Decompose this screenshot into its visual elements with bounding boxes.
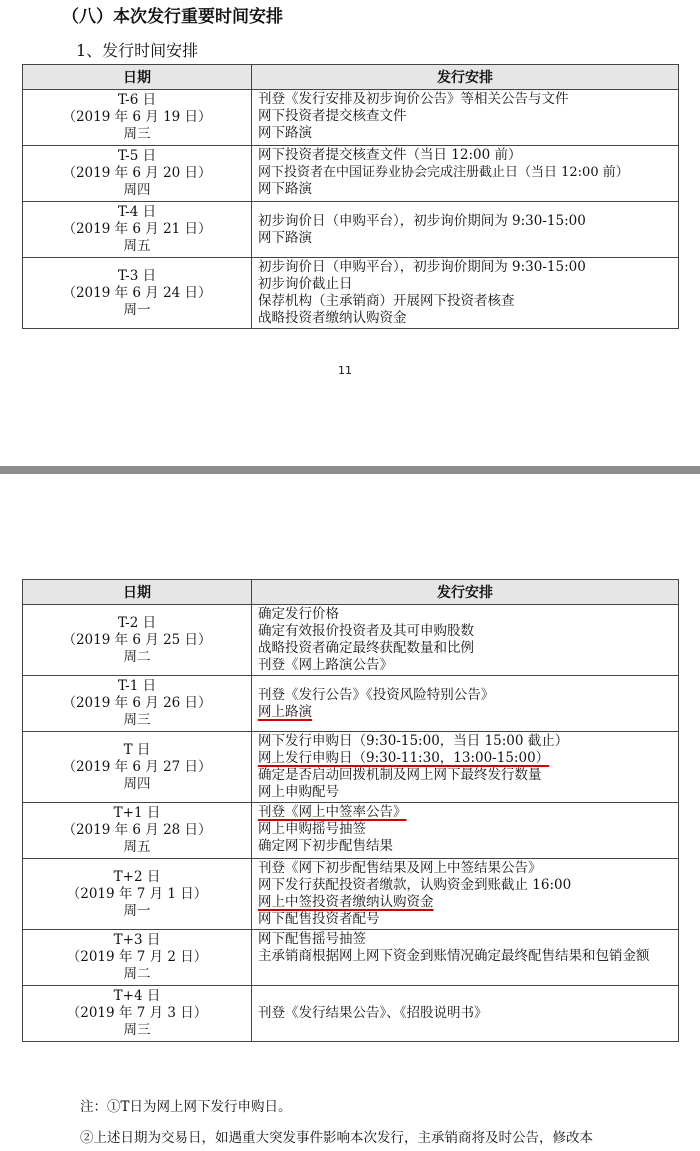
calendar-date: （2019 年 6 月 26 日） [62,695,212,711]
arrangement-item [258,804,678,821]
schedule-table-part-1 [22,64,679,329]
weekday: 周二 [123,648,151,665]
arrangement-cell [252,930,679,986]
arrangement-item: 网下路演 [258,125,312,141]
arrangement-item: 确定网下初步配售结果 [258,838,393,854]
arrangement-item: 刊登《发行安排及初步询价公告》等相关公告与文件 [258,91,569,107]
arrangement-item: 确定有效报价投资者及其可申购股数 [258,623,474,639]
arrangement-item: 网上申购配号 [258,784,339,800]
arrangement-item: 网下配售投资者配号 [258,911,380,927]
arrangement-cell [252,202,679,258]
table-header-row [23,65,679,90]
table-row [23,803,679,859]
header-arrangement: 发行安排 [252,65,679,90]
arrangement-item: 网下投资者在中国证券业协会完成注册截止日（当日 12:00 前） [258,165,629,180]
arrangement-item [258,750,678,767]
date-cell [23,986,252,1042]
calendar-date: （2019 年 6 月 19 日） [62,109,212,125]
arrangement-item: 刊登《网下初步配售结果及网上中签结果公告》 [258,860,542,876]
calendar-date: （2019 年 7 月 1 日） [66,885,208,902]
weekday: 周一 [123,301,151,318]
arrangement-item: 确定是否启动回拨机制及网上网下最终发行数量 [258,767,542,783]
arrangement-item: 初步询价日（申购平台），初步询价期间为 9:30-15:00 [258,259,586,275]
table-header-row [23,580,679,605]
date-cell [23,930,252,986]
calendar-date: （2019 年 6 月 20 日） [62,165,212,181]
arrangement-item: 刊登《网上路演公告》 [258,657,393,673]
arrangement-cell [252,258,679,329]
calendar-date: （2019 年 6 月 24 日） [62,284,212,301]
weekday: 周一 [123,902,151,919]
trade-day: T+3 日 [113,932,161,948]
table-row [23,258,679,329]
note-line: 注：①T日为网上网下发行申购日。 [80,1099,292,1115]
arrangement-cell [252,803,679,859]
page-number: 11 [338,364,352,377]
calendar-date: （2019 年 6 月 28 日） [62,822,212,838]
trade-day: T 日 [123,741,151,758]
arrangement-cell [252,732,679,803]
weekday: 周四 [123,182,151,198]
arrangement-item: 初步询价日（申购平台），初步询价期间为 9:30-15:00 [258,212,586,229]
arrangement-item: 网下投资者提交核查文件（当日 12:00 前） [258,147,522,163]
page-separator [0,466,700,474]
arrangement-cell [252,146,679,202]
calendar-date: （2019 年 6 月 21 日） [62,221,212,237]
weekday: 周五 [123,839,151,855]
arrangement-item: 刊登《发行公告》《投资风险特别公告》 [258,686,495,703]
underlined-item: 刊登《网上中签率公告》 [258,804,407,820]
date-cell [23,605,252,676]
table-row [23,930,679,986]
arrangement-cell [252,859,679,930]
table-row [23,676,679,732]
calendar-date: （2019 年 7 月 2 日） [66,949,208,965]
weekday: 周二 [123,966,151,982]
arrangement-cell [252,676,679,732]
trade-day: T+2 日 [113,868,161,885]
arrangement-cell [252,986,679,1042]
date-cell [23,676,252,732]
table-row [23,986,679,1042]
document-page-1 [0,0,700,466]
arrangement-item [258,894,678,911]
table-row [23,605,679,676]
table-row [23,146,679,202]
arrangement-item: 网下配售摇号抽签 [258,931,366,947]
header-arrangement: 发行安排 [252,580,679,605]
table-row [23,732,679,803]
trade-day: T-1 日 [117,678,157,694]
date-cell [23,90,252,146]
calendar-date: （2019 年 7 月 3 日） [66,1005,208,1021]
trade-day: T-6 日 [117,92,157,108]
date-cell [23,732,252,803]
weekday: 周三 [123,126,151,142]
schedule-table-part-2 [22,579,679,1042]
weekday: 周三 [123,1022,151,1038]
arrangement-item: 网下路演 [258,229,312,246]
arrangement-cell [252,90,679,146]
weekday: 周五 [123,238,151,254]
table-row [23,859,679,930]
arrangement-item: 刊登《发行结果公告》、《招股说明书》 [258,1005,488,1021]
trade-day: T-4 日 [117,204,157,220]
date-cell [23,803,252,859]
calendar-date: （2019 年 6 月 27 日） [62,758,212,775]
underlined-item: 网上中签投资者缴纳认购资金 [258,894,434,910]
arrangement-cell [252,605,679,676]
table-row [23,202,679,258]
arrangement-item: 战略投资者缴纳认购资金 [258,310,407,326]
arrangement-item: 初步询价截止日 [258,276,353,292]
arrangement-item: 确定发行价格 [258,606,339,622]
weekday: 周四 [123,775,151,792]
weekday: 周三 [123,712,151,728]
trade-day: T-2 日 [117,614,157,631]
arrangement-item: 网上申购摇号抽签 [258,821,366,837]
date-cell [23,859,252,930]
trade-day: T+4 日 [113,988,161,1004]
table-row [23,90,679,146]
arrangement-item: 保荐机构（主承销商）开展网下投资者核查 [258,293,515,309]
arrangement-item: 网下发行获配投资者缴款，认购资金到账截止 16:00 [258,877,572,893]
date-cell [23,258,252,329]
section-title: （八）本次发行重要时间安排 [62,7,283,27]
arrangement-item: 主承销商根据网上网下资金到账情况确定最终配售结果和包销金额 [258,948,650,964]
note-line: ②上述日期为交易日，如遇重大突发事件影响本次发行，主承销商将及时公告，修改本 [80,1130,593,1146]
arrangement-item: 网下发行申购日（9:30-15:00，当日 15:00 截止） [258,733,569,749]
arrangement-item: 网下投资者提交核查文件 [258,108,407,124]
arrangement-item: 战略投资者确定最终获配数量和比例 [258,640,474,656]
underlined-item: 网上发行申购日（9:30-11:30，13:00-15:00） [258,750,550,766]
trade-day: T-5 日 [117,148,157,164]
arrangement-item [258,704,678,721]
subsection-title: 1、发行时间安排 [76,41,199,60]
trade-day: T-3 日 [117,267,157,284]
trade-day: T+1 日 [113,805,161,821]
underlined-item: 网上路演 [258,703,312,720]
document-page-2 [0,474,700,1151]
header-date: 日期 [23,580,252,605]
date-cell [23,146,252,202]
date-cell [23,202,252,258]
arrangement-item: 网下路演 [258,181,312,197]
calendar-date: （2019 年 6 月 25 日） [62,631,212,648]
header-date: 日期 [23,65,252,90]
